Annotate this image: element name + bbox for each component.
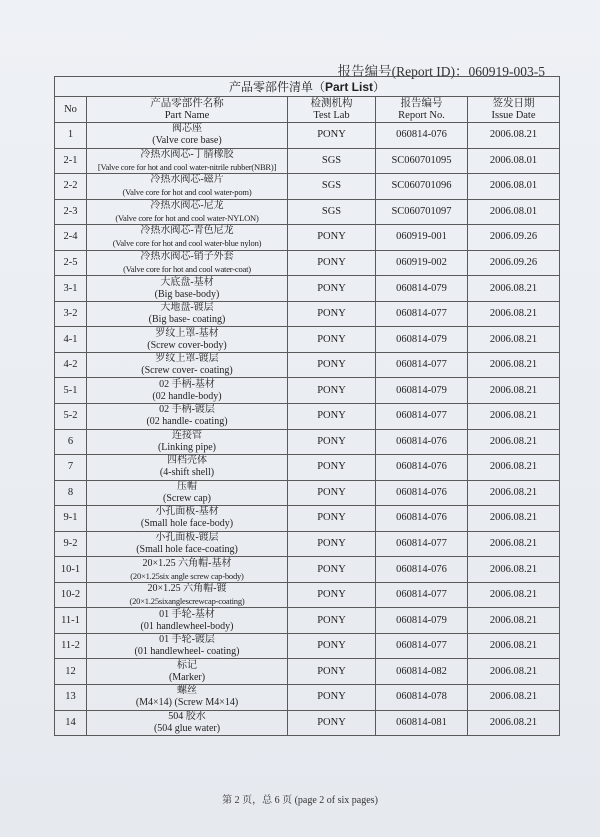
- table-row: [55, 327, 560, 353]
- cell-part-name: [87, 710, 288, 736]
- cell-report-no: 060814-078: [376, 685, 468, 711]
- part-name-en: (Big base-body): [154, 288, 220, 300]
- cell-no: 10-2: [55, 582, 87, 608]
- cell-report-no: 060919-001: [376, 225, 468, 251]
- part-name-en: (Valve core for hot and cool water-pom): [122, 187, 252, 198]
- part-name-en: (Screw cover- coating): [141, 365, 233, 377]
- part-name-cn: 20×1.25 六角帽-基材: [142, 557, 232, 569]
- part-name-en: (01 handlewheel-body): [140, 620, 234, 632]
- cell-test-lab: SGS: [288, 148, 376, 174]
- cell-test-lab: PONY: [288, 710, 376, 736]
- cell-report-no: 060814-079: [376, 327, 468, 353]
- cell-part-name: [87, 276, 288, 302]
- cell-no: 11-2: [55, 633, 87, 659]
- table-title-cn: 产品零部件清单（: [228, 79, 325, 94]
- table-row: [55, 582, 560, 608]
- cell-issue-date: 2006.08.21: [468, 327, 560, 353]
- cell-issue-date: 2006.08.21: [468, 659, 560, 685]
- cell-report-no: 060814-076: [376, 557, 468, 583]
- cell-part-name: [87, 148, 288, 174]
- part-name-en: (4-shift shell): [159, 467, 215, 479]
- cell-part-name: [87, 123, 288, 149]
- table-row: [55, 710, 560, 736]
- part-name-en: (Valve core for hot and cool water-coat): [123, 264, 251, 274]
- col-header-report-cn: 报告编号: [400, 97, 443, 109]
- table-row: [55, 123, 560, 149]
- part-name-en: (02 handle-body): [152, 390, 222, 402]
- cell-part-name: [87, 480, 288, 506]
- table-row: [55, 659, 560, 685]
- part-list-table: [54, 76, 560, 736]
- cell-issue-date: 2006.08.21: [468, 608, 560, 634]
- part-name-cn: 小孔面板-基材: [155, 506, 219, 518]
- cell-issue-date: 2006.08.21: [468, 685, 560, 711]
- table-body: [55, 123, 560, 736]
- table-row: [55, 531, 560, 557]
- part-name-en: (Valve core for hot and cool water-NYLON): [115, 212, 259, 223]
- cell-no: 4-2: [55, 352, 87, 378]
- part-name-cn: 冷热水阀芯-销子外套: [140, 251, 234, 262]
- cell-issue-date: 2006.08.21: [468, 378, 560, 404]
- table-row: [55, 225, 560, 251]
- cell-test-lab: PONY: [288, 352, 376, 378]
- cell-report-no: 060919-002: [376, 250, 468, 276]
- part-name-en: (01 handlewheel- coating): [134, 646, 240, 658]
- table-title-row: [55, 77, 560, 97]
- part-name-cn: 标记: [177, 659, 197, 671]
- cell-issue-date: 2006.08.21: [468, 429, 560, 455]
- table-row: [55, 557, 560, 583]
- part-name-cn: 大底盘-基材: [160, 276, 214, 288]
- cell-no: 12: [55, 659, 87, 685]
- part-name-cn: 螺丝: [177, 685, 197, 697]
- cell-test-lab: PONY: [288, 378, 376, 404]
- part-name-cn: 连接管: [172, 429, 202, 441]
- part-name-en: (Small hole face-coating): [136, 544, 238, 556]
- part-name-cn: 大地盘-镀层: [160, 302, 214, 314]
- table-row: [55, 148, 560, 174]
- cell-part-name: [87, 199, 288, 225]
- part-name-cn: 01 手轮-基材: [159, 608, 215, 620]
- cell-test-lab: PONY: [288, 404, 376, 430]
- cell-no: 2-2: [55, 174, 87, 200]
- part-name-cn: 冷热水阀芯-尼龙: [150, 199, 224, 211]
- cell-report-no: SC060701097: [376, 199, 468, 225]
- cell-no: 8: [55, 480, 87, 506]
- cell-no: 11-1: [55, 608, 87, 634]
- cell-issue-date: 2006.08.01: [468, 199, 560, 225]
- part-name-en: (Screw cover-body): [147, 339, 227, 351]
- table-row: [55, 633, 560, 659]
- cell-test-lab: PONY: [288, 225, 376, 251]
- col-header-part-en: Part Name: [164, 109, 210, 121]
- cell-part-name: [87, 429, 288, 455]
- col-header-date-cn: 签发日期: [492, 97, 535, 109]
- cell-test-lab: PONY: [288, 429, 376, 455]
- cell-no: 13: [55, 685, 87, 711]
- part-name-en: (02 handle- coating): [146, 416, 228, 428]
- cell-report-no: 060814-076: [376, 123, 468, 149]
- cell-report-no: 060814-081: [376, 710, 468, 736]
- part-name-cn: 冷热水阀芯-青色尼龙: [140, 225, 234, 237]
- cell-part-name: [87, 633, 288, 659]
- part-name-en: (Big base- coating): [148, 314, 226, 326]
- col-header-lab: [288, 97, 376, 123]
- cell-no: 5-2: [55, 404, 87, 430]
- cell-no: 2-5: [55, 250, 87, 276]
- cell-no: 6: [55, 429, 87, 455]
- table-row: [55, 404, 560, 430]
- cell-report-no: 060814-076: [376, 455, 468, 481]
- cell-part-name: [87, 582, 288, 608]
- cell-no: 2-1: [55, 148, 87, 174]
- part-name-en: [Valve core for hot and cool water-nitrile rubber(NBR)]: [97, 161, 277, 172]
- cell-part-name: [87, 404, 288, 430]
- table-row: [55, 174, 560, 200]
- table-row: [55, 352, 560, 378]
- part-name-cn: 504 胶水: [168, 710, 206, 722]
- cell-report-no: 060814-077: [376, 531, 468, 557]
- part-name-en: (504 glue water): [153, 722, 221, 734]
- cell-test-lab: PONY: [288, 276, 376, 302]
- cell-test-lab: PONY: [288, 480, 376, 506]
- cell-part-name: [87, 531, 288, 557]
- part-name-en: (Marker): [168, 671, 206, 683]
- part-name-cn: 小孔面板-镀层: [155, 532, 219, 544]
- part-name-cn: 压帽: [177, 480, 197, 492]
- cell-test-lab: PONY: [288, 531, 376, 557]
- part-name-cn: 罗纹上罩-基材: [155, 327, 219, 339]
- cell-test-lab: PONY: [288, 301, 376, 327]
- cell-issue-date: 2006.08.21: [468, 276, 560, 302]
- cell-test-lab: PONY: [288, 659, 376, 685]
- cell-issue-date: 2006.09.26: [468, 250, 560, 276]
- cell-issue-date: 2006.08.21: [468, 123, 560, 149]
- part-name-cn: 罗纹上罩-镀层: [155, 353, 219, 365]
- cell-no: 9-2: [55, 531, 87, 557]
- page-footer: 第 2 页，总 6 页 (page 2 of six pages): [222, 795, 378, 806]
- part-name-en: (M4×14) (Screw M4×14): [135, 697, 239, 709]
- col-header-date: [468, 97, 560, 123]
- col-header-lab-cn: 检测机构: [310, 97, 353, 109]
- table-row: [55, 429, 560, 455]
- table-row: [55, 455, 560, 481]
- cell-test-lab: PONY: [288, 608, 376, 634]
- cell-part-name: [87, 685, 288, 711]
- cell-issue-date: 2006.08.21: [468, 633, 560, 659]
- cell-test-lab: PONY: [288, 685, 376, 711]
- cell-part-name: [87, 557, 288, 583]
- part-name-en: (Valve core for hot and cool water-blue nylon): [112, 238, 262, 249]
- table-row: [55, 301, 560, 327]
- part-name-en: (Screw cap): [162, 492, 212, 504]
- table-title: [55, 77, 560, 97]
- cell-test-lab: PONY: [288, 582, 376, 608]
- cell-report-no: 060814-079: [376, 378, 468, 404]
- cell-part-name: [87, 250, 288, 276]
- cell-no: 5-1: [55, 378, 87, 404]
- cell-no: 9-1: [55, 506, 87, 532]
- cell-issue-date: 2006.08.01: [468, 148, 560, 174]
- cell-part-name: [87, 174, 288, 200]
- cell-test-lab: PONY: [288, 327, 376, 353]
- cell-no: 10-1: [55, 557, 87, 583]
- col-header-part-cn: 产品零部件名称: [150, 97, 224, 109]
- part-name-en: (Linking pipe): [157, 441, 217, 453]
- cell-no: 1: [55, 123, 87, 149]
- cell-report-no: 060814-077: [376, 404, 468, 430]
- part-name-cn: 02 手柄-基材: [159, 378, 215, 390]
- cell-issue-date: 2006.09.26: [468, 225, 560, 251]
- cell-test-lab: SGS: [288, 199, 376, 225]
- cell-report-no: 060814-082: [376, 659, 468, 685]
- cell-part-name: [87, 225, 288, 251]
- table-row: [55, 378, 560, 404]
- cell-issue-date: 2006.08.21: [468, 710, 560, 736]
- table-row: [55, 608, 560, 634]
- cell-no: 3-1: [55, 276, 87, 302]
- cell-no: 2-4: [55, 225, 87, 251]
- cell-part-name: [87, 659, 288, 685]
- cell-part-name: [87, 301, 288, 327]
- cell-issue-date: 2006.08.21: [468, 582, 560, 608]
- col-header-report: [376, 97, 468, 123]
- part-name-en: (Valve core base): [152, 135, 222, 147]
- report-id: 报告编号(Report ID)：060919-003-5: [337, 64, 545, 79]
- cell-report-no: 060814-077: [376, 582, 468, 608]
- cell-test-lab: PONY: [288, 250, 376, 276]
- table-row: [55, 480, 560, 506]
- cell-report-no: SC060701095: [376, 148, 468, 174]
- table-row: [55, 276, 560, 302]
- col-header-date-en: Issue Date: [491, 109, 536, 121]
- table-title-close: ）: [373, 79, 386, 94]
- table-row: [55, 685, 560, 711]
- cell-part-name: [87, 352, 288, 378]
- part-name-cn: 阀芯座: [172, 123, 202, 135]
- cell-report-no: 060814-076: [376, 506, 468, 532]
- table-title-en: Part List: [325, 79, 374, 94]
- col-header-no: No: [55, 97, 87, 123]
- cell-report-no: 060814-079: [376, 608, 468, 634]
- part-name-en: (20×1.25sixanglescrewcap-coating): [129, 596, 245, 607]
- table-row: [55, 199, 560, 225]
- cell-no: 14: [55, 710, 87, 736]
- part-name-cn: 02 手柄-镀层: [159, 404, 215, 416]
- cell-issue-date: 2006.08.21: [468, 480, 560, 506]
- cell-issue-date: 2006.08.01: [468, 174, 560, 200]
- table-row: [55, 506, 560, 532]
- cell-no: 2-3: [55, 199, 87, 225]
- cell-test-lab: PONY: [288, 506, 376, 532]
- col-header-lab-en: Test Lab: [313, 109, 350, 121]
- cell-report-no: 060814-076: [376, 480, 468, 506]
- cell-issue-date: 2006.08.21: [468, 352, 560, 378]
- cell-report-no: 060814-077: [376, 633, 468, 659]
- part-name-cn: 四档壳体: [167, 455, 207, 467]
- part-name-en: (20×1.25six angle screw cap-body): [130, 570, 244, 581]
- cell-issue-date: 2006.08.21: [468, 404, 560, 430]
- part-name-cn: 20×1.25 六角帽-镀: [147, 583, 227, 595]
- cell-part-name: [87, 506, 288, 532]
- cell-issue-date: 2006.08.21: [468, 557, 560, 583]
- cell-report-no: SC060701096: [376, 174, 468, 200]
- cell-report-no: 060814-077: [376, 301, 468, 327]
- cell-no: 3-2: [55, 301, 87, 327]
- cell-issue-date: 2006.08.21: [468, 506, 560, 532]
- part-name-cn: 冷热水阀芯-丁腈橡胶: [140, 148, 234, 160]
- col-header-part: [87, 97, 288, 123]
- cell-issue-date: 2006.08.21: [468, 531, 560, 557]
- cell-issue-date: 2006.08.21: [468, 301, 560, 327]
- cell-part-name: [87, 378, 288, 404]
- cell-part-name: [87, 608, 288, 634]
- col-header-report-en: Report No.: [398, 109, 445, 121]
- cell-part-name: [87, 455, 288, 481]
- cell-part-name: [87, 327, 288, 353]
- cell-report-no: 060814-079: [376, 276, 468, 302]
- cell-test-lab: SGS: [288, 174, 376, 200]
- cell-report-no: 060814-077: [376, 352, 468, 378]
- table-header-row: [55, 97, 560, 123]
- cell-test-lab: PONY: [288, 123, 376, 149]
- table-row: [55, 250, 560, 276]
- part-name-en: (Small hole face-body): [140, 518, 234, 530]
- cell-no: 7: [55, 455, 87, 481]
- cell-test-lab: PONY: [288, 557, 376, 583]
- cell-no: 4-1: [55, 327, 87, 353]
- cell-report-no: 060814-076: [376, 429, 468, 455]
- cell-test-lab: PONY: [288, 633, 376, 659]
- cell-test-lab: PONY: [288, 455, 376, 481]
- part-name-cn: 01 手轮-镀层: [159, 634, 215, 646]
- cell-issue-date: 2006.08.21: [468, 455, 560, 481]
- part-name-cn: 冷热水阀芯-磁片: [150, 174, 224, 186]
